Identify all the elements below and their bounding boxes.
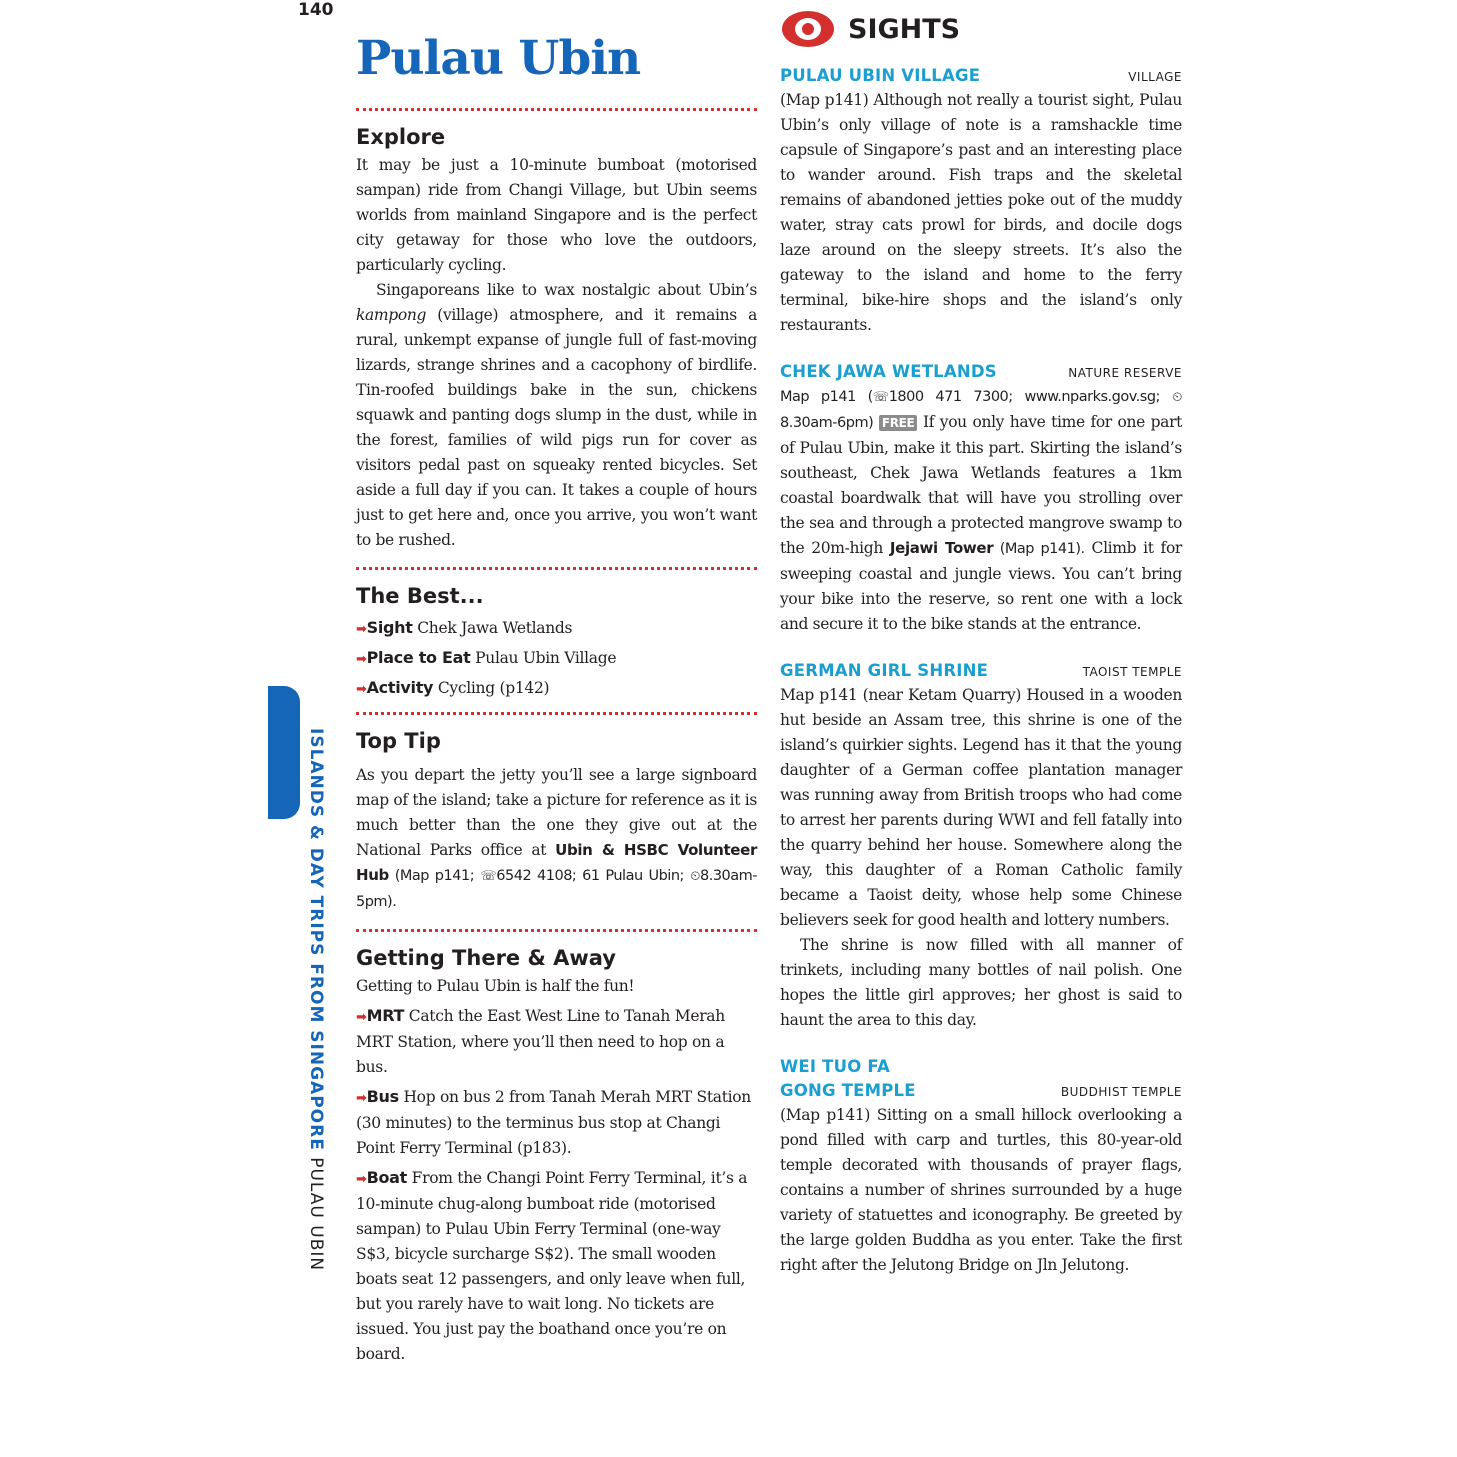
getting-heading: Getting There & Away: [356, 946, 616, 970]
getting-intro: Getting to Pulau Ubin is half the fun!: [356, 977, 635, 995]
getting-item: [356, 1084, 757, 1161]
best-item-text: Cycling (p142): [433, 679, 550, 697]
divider: [356, 712, 757, 715]
sight-description: [780, 384, 1182, 637]
jejawi-tower-name: Jejawi Tower: [889, 539, 994, 557]
top-tip-hours: 8.30am-5pm).: [356, 868, 758, 910]
best-item: [356, 674, 757, 704]
left-column: [356, 22, 757, 1371]
sight-description: (Map p141) Sitting on a small hillock overlooking a pond filled with carp and turtles, this 80-year-old temple decorated with thousands of prayer flags, contains a number of shrines surrounded by a huge variety of statuettes and iconography. Be greeted by the large golden Buddha as you enter. Take the first right after the Jelutong Bridge on Jln Jelutong.: [780, 1106, 1182, 1274]
explore-paragraph-1: It may be just a 10-minute bumboat (motorised sampan) ride from Changi Village, but Ubin seems worlds from mainland Singapore and is the perfect city getaway for those who love the outdoors, particularly cycling.: [356, 156, 757, 274]
getting-item-label: MRT: [366, 1006, 405, 1025]
sights-header: [780, 8, 1182, 50]
page-title: Pulau Ubin: [356, 31, 641, 86]
sight-type: NATURE RESERVE: [1068, 366, 1182, 380]
getting-item-label: Bus: [366, 1087, 399, 1106]
sight-description: Map p141 (near Ketam Quarry) Housed in a wooden hut beside an Assam tree, this shrine is one of the island’s quirkier sights. Legend has it that the young daughter of a German coffee plantation manager was running away from British troops who had come to arrest her parents during WWI and fell fatally into the quarry behind her house. Somewhere along the way, this daughter of a Roman Catholic family became a Taoist deity, whose help some Chinese believers seek for good health and lottery numbers.: [780, 686, 1182, 929]
sight-name: CHEK JAWA WETLANDS: [780, 362, 997, 381]
getting-list: [356, 1003, 757, 1367]
free-badge: FREE: [879, 415, 917, 431]
sight-type: TAOIST TEMPLE: [1082, 665, 1182, 679]
getting-item-text: Hop on bus 2 from Tanah Merah MRT Station (30 minutes) to the terminus bus stop at Changi Point Ferry Terminal (p183).: [356, 1088, 751, 1157]
jejawi-map-ref: (Map p141).: [993, 541, 1085, 557]
explore-paragraph-2: [356, 278, 757, 553]
page-number: 140: [298, 0, 334, 20]
sight-name-line-1: WEI TUO FA: [780, 1057, 890, 1076]
sight-entry-village: [780, 64, 1182, 338]
getting-item-label: Boat: [366, 1168, 408, 1187]
explore-heading: Explore: [356, 125, 446, 149]
arrow-icon: ➡: [356, 1010, 367, 1025]
top-tip-map-ref: (Map p141;: [388, 868, 475, 884]
best-item-label: Place to Eat: [366, 648, 471, 667]
sight-map-ref: Map p141 (: [780, 389, 873, 405]
best-item-label: Sight: [366, 618, 413, 637]
best-item: [356, 614, 757, 644]
sight-hours: 8.30am-6pm): [780, 415, 874, 431]
sight-entry-chek-jawa: [780, 360, 1182, 637]
sights-heading: SIGHTS: [848, 13, 961, 45]
arrow-icon: ➡: [356, 652, 367, 667]
section-label: PULAU UBIN: [306, 1157, 326, 1272]
sights-eye-icon: [782, 11, 834, 47]
divider: [356, 108, 757, 111]
sight-name: PULAU UBIN VILLAGE: [780, 66, 981, 85]
right-column: [780, 8, 1182, 1300]
chapter-label: ISLANDS & DAY TRIPS FROM SINGAPORE: [306, 728, 326, 1151]
sight-entry-german-girl: [780, 659, 1182, 1033]
sight-type: BUDDHIST TEMPLE: [1060, 1085, 1182, 1099]
sight-name: GERMAN GIRL SHRINE: [780, 661, 989, 680]
getting-item-text: From the Changi Point Ferry Terminal, it’s a 10-minute chug-along bumboat ride (motorised sampan) to Pulau Ubin Ferry Terminal (one-way S$3, bicycle surcharge S$2). The small wooden boats seat 12 passengers, and only leave when full, but you rarely have to wait long. No tickets are issued. You just pay the boathand once you’re on board.: [356, 1169, 748, 1363]
explore-p2-italic: kampong: [356, 306, 427, 324]
sight-text: If you only have time for one part of Pulau Ubin, make it this part. Skirting the island’s southeast, Chek Jawa Wetlands features a 1km coastal boardwalk that will have you strolling over the sea and through a protected mangrove swamp to the 20m-high: [780, 413, 1183, 557]
sight-description-2: The shrine is now filled with all manner of trinkets, including many bottles of nail polish. One hopes the little girl approves; her ghost is said to haunt the area to this day.: [780, 936, 1182, 1029]
best-item: [356, 644, 757, 674]
phone-icon: ☏: [480, 869, 497, 884]
getting-item-text: Catch the East West Line to Tanah Merah MRT Station, where you’ll then need to hop on a bus.: [356, 1007, 725, 1076]
explore-p2-text: Singaporeans like to wax nostalgic about Ubin’s: [376, 281, 757, 299]
sight-contact: 1800 471 7300; www.nparks.gov.sg;: [888, 389, 1160, 405]
phone-icon: ☏: [872, 390, 889, 405]
getting-item: [356, 1003, 757, 1080]
explore-p2-text-after: (village) atmosphere, and it remains a rural, unkempt expanse of jungle full of fast-moving lizards, strange shrines and a cacophony of birdlife. Tin-roofed buildings bake in the sun, chickens squawk and panting dogs slump in the dust, while in the forest, families of wild pigs run for cover as visitors pedal past on squeaky rented bicycles. Set aside a full day if you can. It takes a couple of hours just to get here and, once you arrive, you won’t want to be rushed.: [356, 306, 757, 549]
sight-name-line-2: GONG TEMPLE: [780, 1081, 916, 1100]
best-heading: The Best...: [356, 584, 484, 608]
arrow-icon: ➡: [356, 622, 367, 637]
top-tip-text-before: As you depart the jetty you’ll see a large signboard map of the island; take a picture for reference as it is much better than the one they give out at the National Parks office at: [356, 766, 757, 859]
best-item-text: Chek Jawa Wetlands: [412, 619, 573, 637]
getting-item: [356, 1165, 757, 1367]
sight-type: VILLAGE: [1128, 70, 1182, 84]
volunteer-hub-name: Ubin & HSBC Volunteer Hub: [356, 841, 757, 884]
chapter-side-label: [306, 728, 326, 1271]
divider: [356, 567, 757, 570]
best-list: [356, 614, 757, 704]
chapter-tab: [268, 686, 300, 819]
top-tip-heading: Top Tip: [356, 729, 441, 753]
top-tip-text: [356, 763, 757, 915]
divider: [356, 929, 757, 932]
arrow-icon: ➡: [356, 1091, 367, 1106]
best-item-label: Activity: [366, 678, 434, 697]
arrow-icon: ➡: [356, 1172, 367, 1187]
sight-text-after: Climb it for sweeping coastal and jungle views. You can’t bring your bike into the reserve, so rent one with a lock and secure it to the bike stands at the entrance.: [780, 539, 1182, 633]
top-tip-phone: 6542 4108; 61 Pulau Ubin;: [496, 868, 684, 884]
sight-entry-wei-tuo: [780, 1055, 1182, 1278]
sight-description: (Map p141) Although not really a tourist sight, Pulau Ubin’s only village of note is a ramshackle time capsule of Singapore’s past and an interesting place to wander around. Fish traps and the skeletal remains of abandoned jetties poke out of the muddy water, stray cats prowl for birds, and docile dogs laze around on the sleepy streets. It’s also the gateway to the island and home to the ferry terminal, bike-hire shops and the island’s only restaurants.: [780, 91, 1182, 334]
clock-icon: ⏲: [690, 869, 700, 884]
arrow-icon: ➡: [356, 682, 367, 697]
best-item-text: Pulau Ubin Village: [470, 649, 617, 667]
clock-icon: ⏲: [1172, 390, 1182, 405]
